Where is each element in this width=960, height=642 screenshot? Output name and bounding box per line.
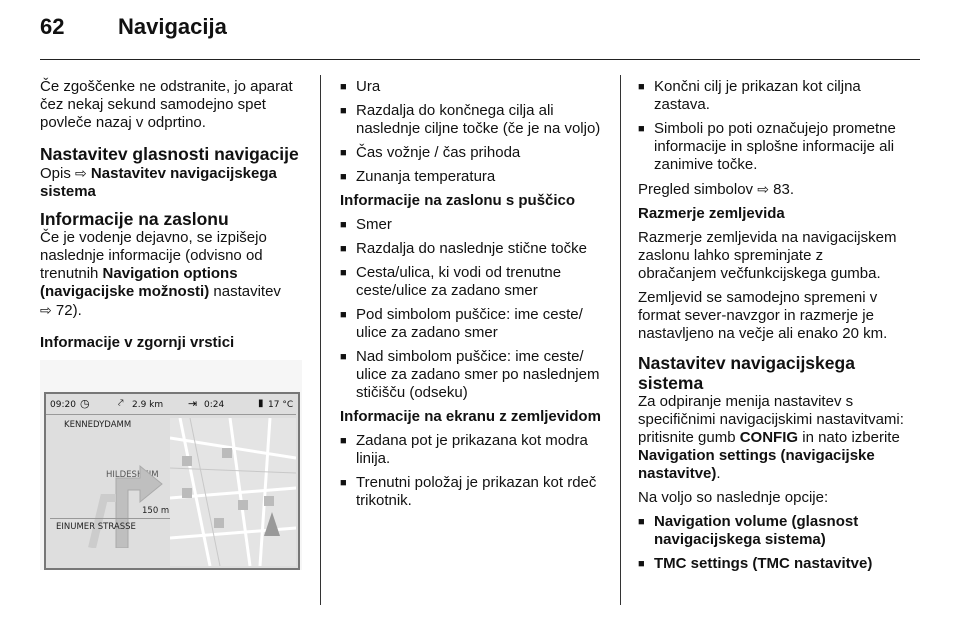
- column-1: [40, 78, 302, 358]
- top-bar-divider: [46, 414, 296, 415]
- setup-end: .: [716, 465, 721, 482]
- info-post: nastavitev: [213, 283, 281, 300]
- info-text: Če je vodenje dejavno, se izpišejo naslednje informacije (odvisno od trenutnih: [40, 229, 267, 282]
- list-item: ■ Končni cilj je prikazan kot ciljna zastava.: [638, 78, 904, 114]
- reference-arrow-icon: ⇨: [757, 181, 769, 197]
- distance-icon: ⤤: [118, 398, 124, 409]
- street-top-label: KENNEDYDAMM: [64, 420, 132, 430]
- options-list: [638, 513, 904, 573]
- paragraph-scale-2: Zemljevid se samodejno spremeni v format sever-navzgor in razmerje je nastavljeno na večje ali enako 20 km.: [638, 289, 888, 342]
- page-title: Navigacija: [118, 14, 227, 39]
- paragraph-symbols: [638, 180, 904, 199]
- paragraph-scale-1: Razmerje zemljevida na navigacijskem zaslonu lahko spreminjate z obračanjem večfunkcijskega gumba.: [638, 229, 897, 282]
- list-item: ■ Razdalja do naslednje stične točke: [340, 240, 605, 258]
- thermometer-icon: ▮: [258, 398, 264, 409]
- list-item: ■ Razdalja do končnega cilja ali naslednje ciljne točke (če je na voljo): [340, 102, 605, 138]
- paragraph-setup: [638, 393, 904, 483]
- list-item: ■ Čas vožnje / čas prihoda: [340, 144, 605, 162]
- setup-bold: Navigation settings (navigacijske nastavitve): [638, 447, 875, 482]
- screen-top-bar: [46, 396, 298, 414]
- info-ref[interactable]: 72).: [55, 302, 82, 319]
- list-item: ■ Smer: [340, 216, 605, 234]
- map-info-list: [340, 432, 605, 510]
- volume-prefix: Opis: [40, 165, 71, 182]
- position-triangle-icon: [264, 512, 280, 536]
- symbols-ref[interactable]: 83.: [773, 181, 794, 198]
- sub-arrow-info: Informacije na zaslonu s puščico: [340, 192, 576, 209]
- page-number: 62: [40, 14, 65, 39]
- column-3: [638, 78, 904, 579]
- setup-text: Za odpiranje menija nastavitev s specifičnimi navigacijskimi nastavitvami: pritisnite gumb: [638, 393, 904, 446]
- header-rule: [40, 59, 920, 60]
- list-item: ■ Pod simbolom puščice: ime ceste/ ulice za zadano smer: [340, 306, 605, 342]
- list-item: ■ Ura: [340, 78, 605, 96]
- list-item: ■ Cesta/ulica, ki vodi od trenutne ceste/ulice za zadano smer: [340, 264, 605, 300]
- heading-setup: Nastavitev navigacijskega sistema: [638, 353, 855, 393]
- list-item: [638, 555, 904, 573]
- option-label: Navigation volume (glasnost navigacijskega sistema): [654, 513, 859, 548]
- map-streets: [170, 418, 296, 566]
- setup-mid: in nato izberite: [802, 429, 900, 446]
- column-divider-2: [620, 75, 621, 605]
- map-area: [170, 418, 296, 566]
- reference-arrow-icon: ⇨: [40, 302, 52, 318]
- page-header: [0, 0, 960, 62]
- street-bottom-label: EINUMER STRASSE: [56, 522, 136, 532]
- list-item: ■ Simboli po poti označujejo prometne informacije in splošne informacije ali zanimive točke.: [638, 120, 904, 174]
- heading-volume: Nastavitev glasnosti navigacije: [40, 144, 299, 164]
- volume-link[interactable]: Nastavitev navigacijskega sistema: [40, 165, 277, 200]
- paragraph-options: Na voljo so naslednje opcije:: [638, 489, 829, 506]
- map-city-label: HILDESHEIM: [106, 470, 159, 480]
- list-item: ■ Trenutni položaj je prikazan kot rdeč trikotnik.: [340, 474, 605, 510]
- screen-time: 09:20: [50, 400, 76, 410]
- list-item: [638, 513, 904, 549]
- eta-icon: ⇥: [188, 397, 198, 410]
- column-divider-1: [320, 75, 321, 605]
- top-info-list: [340, 78, 605, 186]
- navigation-screen-image: [40, 360, 302, 570]
- clock-icon: ◷: [80, 397, 90, 410]
- sub-top-line: Informacije v zgornji vrstici: [40, 334, 235, 351]
- paragraph-volume: [40, 164, 302, 201]
- arrow-info-list: [340, 216, 605, 402]
- screen-eta: 0:24: [204, 400, 225, 410]
- sub-map-scale: Razmerje zemljevida: [638, 205, 785, 222]
- list-item: ■ Zunanja temperatura: [340, 168, 605, 186]
- bottom-street-divider: [50, 518, 170, 519]
- turn-distance-label: 150 m: [142, 506, 170, 516]
- symbols-list: [638, 78, 904, 174]
- config-button-label: CONFIG: [739, 429, 799, 446]
- info-bold: Navigation options (navigacijske možnosti): [40, 265, 238, 300]
- paragraph-cd: Če zgoščenke ne odstranite, jo aparat čez nekaj sekund samodejno spet povleče nazaj v odprtino.: [40, 78, 293, 131]
- symbols-text: Pregled simbolov: [638, 181, 754, 198]
- screen-temp: 17 °C: [268, 400, 294, 410]
- reference-arrow-icon: ⇨: [75, 165, 87, 181]
- paragraph-info: [40, 229, 302, 320]
- list-item: ■ Zadana pot je prikazana kot modra linija.: [340, 432, 605, 468]
- screen-distance: 2.9 km: [132, 400, 164, 410]
- column-2: [340, 78, 605, 516]
- sub-map-info: Informacije na ekranu z zemljevidom: [340, 408, 601, 425]
- heading-info: Informacije na zaslonu: [40, 209, 229, 229]
- option-label: TMC settings (TMC nastavitve): [654, 555, 873, 572]
- list-item: ■ Nad simbolom puščice: ime ceste/ ulice za zadano smer po naslednjem stičišču (odseku): [340, 348, 605, 402]
